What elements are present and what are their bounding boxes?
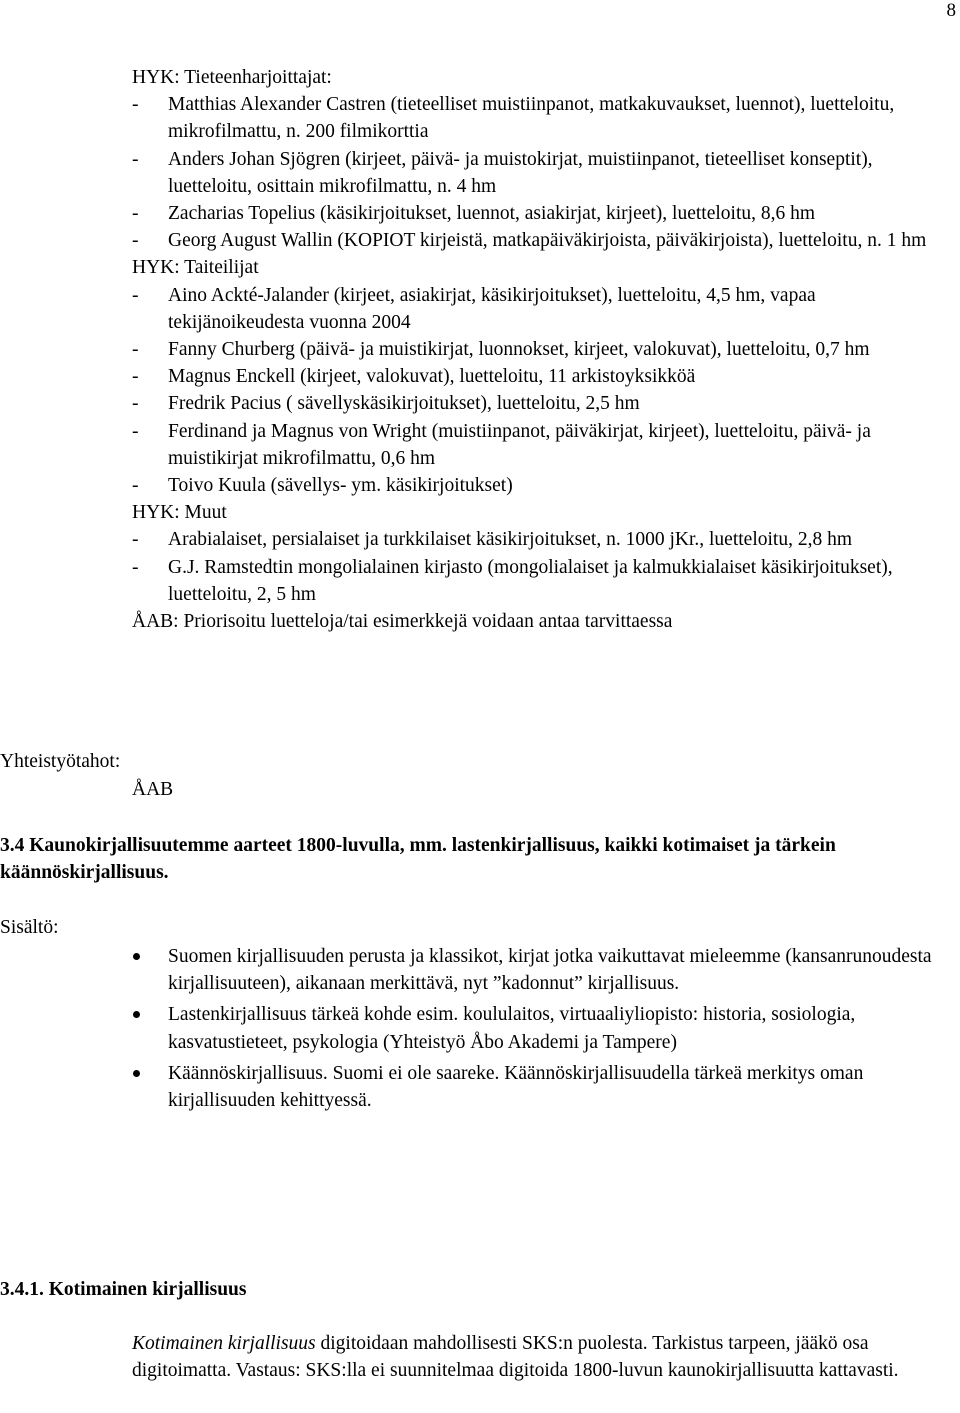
list-item: Suomen kirjallisuuden perusta ja klassikot, kirjat jotka vaikuttavat mieleemme (kansanrunoudesta kirjallisuuteen), aikanaan merkittävä, nyt ”kadonnut” kirjallisuus. [132, 943, 958, 997]
bullet-icon [132, 1060, 168, 1114]
section-3-4-1-heading: 3.4.1. Kotimainen kirjallisuus [0, 1279, 247, 1300]
cooperation-value: ÅAB [132, 779, 174, 800]
heading-other: HYK: Muut [132, 502, 227, 524]
list-item: - Fanny Churberg (päivä- ja muistikirjat, luonnokset, kirjeet, valokuvat), luetteloitu, 0,7 hm [132, 339, 870, 361]
bullet-icon [132, 943, 168, 997]
heading-artists: HYK: Taiteilijat [132, 257, 259, 279]
italic-term: Kotimainen kirjallisuus [132, 1333, 316, 1354]
paragraph-text: digitoidaan mahdollisesti SKS:n puolesta. Tarkistus tarpeen, jääkö osa digitoimatta. Vastaus: SKS:lla ei suunnitelmaa digitoida 1800-luvun kaunokirjallisuutta kattavasti. [132, 1333, 899, 1382]
list-item: - Aino Ackté-Jalander (kirjeet, asiakirjat, käsikirjoitukset), luetteloitu, 4,5 hm, vapaa tekijänoikeudesta vuonna 2004 [132, 284, 816, 333]
content-label: Sisältö: [0, 917, 59, 938]
other-list [132, 526, 954, 608]
content-bullets [132, 943, 958, 1118]
section-3-4-heading: 3.4 Kaunokirjallisuutemme aarteet 1800-luvulla, mm. lastenkirjallisuus, kaikki kotimaiset ja tärkein käännöskirjallisuus. [0, 835, 836, 884]
aab-note: ÅAB: Priorisoitu luetteloja/tai esimerkkejä voidaan antaa tarvittaessa [132, 611, 673, 633]
list-item: Lastenkirjallisuus tärkeä kohde esim. koululaitos, virtuaaliyliopisto: historia, sosiologia, kasvatustieteet, psykologia (Yhteistyö Åbo Akademi ja Tampere) [132, 1001, 958, 1055]
list-item: - Georg August Wallin (KOPIOT kirjeistä, matkapäiväkirjoista, päiväkirjoista), luetteloitu, n. 1 hm [132, 230, 927, 252]
section-3-4-1-paragraph [132, 1330, 944, 1385]
list-item: - Zacharias Topelius (käsikirjoitukset, luennot, asiakirjat, kirjeet), luetteloitu, 8,6 hm [132, 203, 816, 225]
bullet-icon [132, 1001, 168, 1055]
list-item: - Arabialaiset, persialaiset ja turkkilaiset käsikirjoitukset, n. 1000 jKr., luetteloitu, 2,8 hm [132, 529, 852, 551]
page-number: 8 [946, 0, 956, 21]
cooperation-label: Yhteistyötahot: [0, 751, 121, 772]
list-item: Käännöskirjallisuus. Suomi ei ole saareke. Käännöskirjallisuudella tärkeä merkitys oman kirjallisuuden kehittyessä. [132, 1060, 958, 1114]
list-item: - G.J. Ramstedtin mongolialainen kirjasto (mongolialaiset ja kalmukkialaiset käsikirjoitukset), luetteloitu, 2, 5 hm [132, 556, 893, 605]
list-item: - Anders Johan Sjögren (kirjeet, päivä- ja muistokirjat, muistiinpanot, tieteelliset konseptit), luetteloitu, osittain mikrofilmattu, n. 4 hm [132, 148, 873, 197]
list-item: - Toivo Kuula (sävellys- ym. käsikirjoitukset) [132, 475, 513, 497]
artists-list [132, 282, 954, 500]
scientists-list [132, 91, 954, 254]
list-item: - Matthias Alexander Castren (tieteelliset muistiinpanot, matkakuvaukset, luennot), luetteloitu, mikrofilmattu, n. 200 filmikorttia [132, 94, 895, 143]
list-item: - Ferdinand ja Magnus von Wright (muistiinpanot, päiväkirjat, kirjeet), luetteloitu, päivä- ja muistikirjat mikrofilmattu, 0,6 hm [132, 420, 871, 469]
collections-list [132, 64, 954, 635]
list-item: - Fredrik Pacius ( sävellyskäsikirjoitukset), luetteloitu, 2,5 hm [132, 393, 640, 415]
list-item: - Magnus Enckell (kirjeet, valokuvat), luetteloitu, 11 arkistoyksikköä [132, 366, 696, 388]
heading-scientists: HYK: Tieteenharjoittajat: [132, 67, 332, 88]
